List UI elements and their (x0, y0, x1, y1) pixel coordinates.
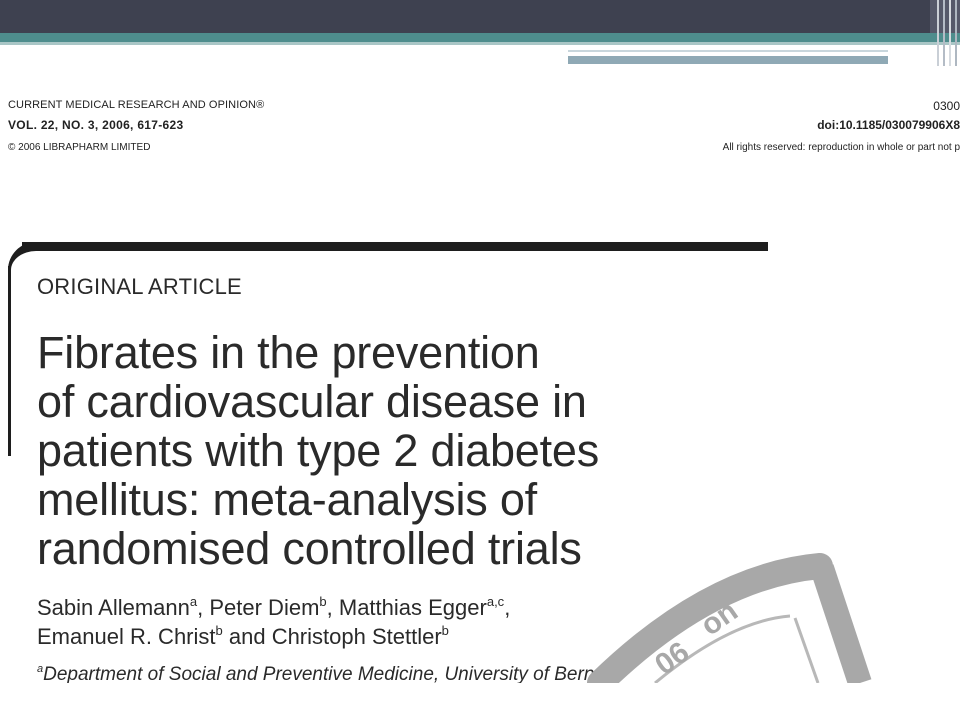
author-line (37, 593, 757, 622)
title-line: patients with type 2 diabetes (37, 425, 600, 476)
author-affiliation-mark: b (441, 623, 449, 638)
author-separator: , (197, 595, 210, 620)
author-name: Peter Diem (209, 595, 320, 620)
author-line (37, 622, 757, 651)
slide-header-grey-strip (568, 56, 888, 64)
article-title (37, 328, 757, 573)
author-list (37, 593, 757, 651)
article-doi: doi:10.1185/030079906X8 (817, 118, 960, 132)
svg-text:on: on (694, 594, 744, 643)
author-separator: , (326, 595, 339, 620)
author-name: Matthias Egger (338, 595, 487, 620)
author-affiliation (37, 664, 600, 683)
article-scan-image (0, 66, 960, 683)
author-name: Sabin Allemann (37, 595, 190, 620)
title-line: of cardiovascular disease in (37, 376, 587, 427)
title-line: randomised controlled trials (37, 523, 582, 574)
affiliation-mark: a (37, 663, 44, 675)
svg-text:06: 06 (649, 635, 696, 682)
slide-header-grey-line (568, 50, 888, 52)
slide-corner-lines (932, 0, 960, 66)
journal-volume: VOL. 22, NO. 3, 2006, 617-623 (8, 118, 184, 132)
slide-header-teal-band (0, 33, 960, 42)
author-separator: , (504, 595, 511, 620)
journal-issn: 0300 (933, 99, 960, 113)
affiliation-text: Department of Social and Preventive Medicine, University of Bern, (43, 664, 600, 683)
title-line: Fibrates in the prevention (37, 327, 540, 378)
author-name: Emanuel R. Christ (37, 624, 216, 649)
journal-copyright: © 2006 LIBRAPHARM LIMITED (8, 142, 151, 153)
author-affiliation-mark: b (319, 594, 327, 609)
author-separator: and (222, 624, 272, 649)
slide-header-band (0, 0, 960, 33)
article-frame-top-rule (22, 242, 768, 251)
author-affiliation-mark: a (189, 594, 198, 609)
article-type-label: ORIGINAL ARTICLE (37, 274, 242, 299)
slide-header-teal-line (0, 42, 960, 45)
title-line: mellitus: meta-analysis of (37, 474, 537, 525)
author-name: Christoph Stettler (271, 624, 442, 649)
article-frame-left-rule (8, 266, 11, 456)
journal-name: CURRENT MEDICAL RESEARCH AND OPINION® (8, 99, 265, 111)
author-affiliation-mark: b (215, 623, 223, 638)
rights-notice: All rights reserved: reproduction in whole or part not p (722, 142, 960, 153)
author-affiliation-mark: a,c (486, 594, 505, 609)
